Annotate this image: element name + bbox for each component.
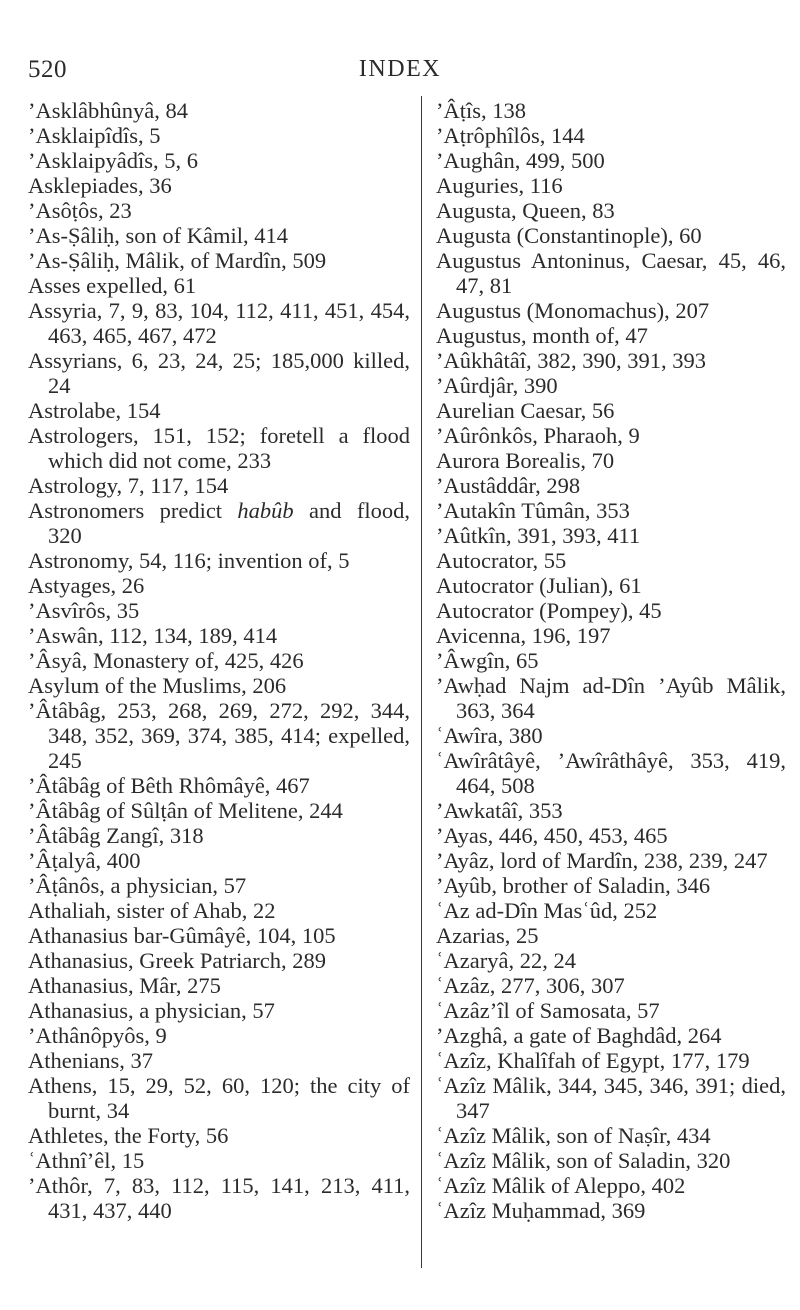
- index-entry: Assyria, 7, 9, 83, 104, 112, 411, 451, 454, 463, 465, 467, 472: [28, 298, 410, 348]
- index-entry: ʿAzâz, 277, 306, 307: [436, 973, 625, 998]
- index-entry: ’Azghâ, a gate of Baghdâd, 264: [436, 1023, 722, 1048]
- index-entry-text: Astronomers predict: [28, 498, 238, 523]
- index-entry: Athletes, the Forty, 56: [28, 1123, 229, 1148]
- index-entry: [28, 498, 410, 548]
- index-entry: ʿAthnî’êl, 15: [28, 1148, 145, 1173]
- index-entry: ’Asklaipîdîs, 5: [28, 123, 161, 148]
- index-entry: ʿAzîz, Khalîfah of Egypt, 177, 179: [436, 1048, 750, 1073]
- index-entry: Assyrians, 6, 23, 24, 25; 185,000 killed, 24: [28, 348, 410, 398]
- index-entry: Asses expelled, 61: [28, 273, 197, 298]
- index-entry: ’Âṭalyâ, 400: [28, 848, 141, 873]
- index-entry: ’Awḥad Najm ad-Dîn ’Ayûb Mâlik, 363, 364: [436, 673, 786, 723]
- index-entry: Astrologers, 151, 152; foretell a flood which did not come, 233: [28, 423, 410, 473]
- index-entry: ʿAzîz Mâlik, son of Saladin, 320: [436, 1148, 731, 1173]
- index-entry: ’Âtâbâg Zangî, 318: [28, 823, 204, 848]
- index-entry: ʿAzaryâ, 22, 24: [436, 948, 576, 973]
- index-entry: Athaliah, sister of Ahab, 22: [28, 898, 276, 923]
- index-entry: ’Âsyâ, Monastery of, 425, 426: [28, 648, 304, 673]
- index-entry: Augusta, Queen, 83: [436, 198, 615, 223]
- page-header: [28, 56, 772, 92]
- index-entry: Athanasius, a physician, 57: [28, 998, 275, 1023]
- index-entry: Aurora Borealis, 70: [436, 448, 615, 473]
- index-entry: ’Âtâbâg of Sûlṭân of Melitene, 244: [28, 798, 343, 823]
- index-entry: Avicenna, 196, 197: [436, 623, 611, 648]
- index-entry: ’Asôṭôs, 23: [28, 198, 132, 223]
- running-head: INDEX: [358, 56, 442, 82]
- index-entry: Aurelian Caesar, 56: [436, 398, 615, 423]
- index-entry: ʿAwîrâtâyê, ’Awîrâthâyê, 353, 419, 464, 508: [436, 748, 786, 798]
- index-entry: ’Athânôpyôs, 9: [28, 1023, 167, 1048]
- index-entry: Augustus (Monomachus), 207: [436, 298, 710, 323]
- index-entry: ’Âṭîs, 138: [436, 98, 526, 123]
- index-column-right: [436, 98, 786, 1223]
- index-entry: Athens, 15, 29, 52, 60, 120; the city of burnt, 34: [28, 1073, 410, 1123]
- index-entry: Autocrator (Pompey), 45: [436, 598, 662, 623]
- index-entry: Augustus, month of, 47: [436, 323, 648, 348]
- index-entry: ’Ayas, 446, 450, 453, 465: [436, 823, 668, 848]
- index-entry: ’Autakîn Tûmân, 353: [436, 498, 630, 523]
- index-entry: ʿAzîz Mâlik, 344, 345, 346, 391; died, 347: [436, 1073, 786, 1123]
- index-entry: ʿAwîra, 380: [436, 723, 543, 748]
- index-entry: ’Âṭânôs, a physician, 57: [28, 873, 247, 898]
- index-entry: ’Asklaipyâdîs, 5, 6: [28, 148, 198, 173]
- index-entry: Asklepiades, 36: [28, 173, 172, 198]
- index-column-left: [28, 98, 410, 1223]
- index-entry: Autocrator, 55: [436, 548, 567, 573]
- index-entry: ʿAzîz Muḥammad, 369: [436, 1198, 646, 1223]
- index-entry: ’Aswân, 112, 134, 189, 414: [28, 623, 278, 648]
- index-entry: Augustus Antoninus, Caesar, 45, 46, 47, 81: [436, 248, 786, 298]
- index-entry: ’Austâddâr, 298: [436, 473, 581, 498]
- index-entry-italic-term: habûb: [237, 498, 294, 523]
- index-entry: ’Awkatâî, 353: [436, 798, 563, 823]
- index-entry-text: and flood, 320: [48, 498, 410, 548]
- index-entry: Astrology, 7, 117, 154: [28, 473, 229, 498]
- index-entry: Asylum of the Muslims, 206: [28, 673, 287, 698]
- index-entry: Athanasius bar-Gûmâyê, 104, 105: [28, 923, 336, 948]
- index-entry: ’As-Ṣâliḥ, Mâlik, of Mardîn, 509: [28, 248, 327, 273]
- index-entry: Auguries, 116: [436, 173, 563, 198]
- index-entry: ’Athôr, 7, 83, 112, 115, 141, 213, 411, 431, 437, 440: [28, 1173, 410, 1223]
- index-entry: Astyages, 26: [28, 573, 145, 598]
- index-entry: ’Ayâz, lord of Mardîn, 238, 239, 247: [436, 848, 768, 873]
- index-entry: ’Aughân, 499, 500: [436, 148, 605, 173]
- index-entry: ’Asklâbhûnyâ, 84: [28, 98, 188, 123]
- index-entry: ʿAzîz Mâlik of Aleppo, 402: [436, 1173, 686, 1198]
- index-entry: ʿAzîz Mâlik, son of Naṣîr, 434: [436, 1123, 711, 1148]
- index-entry: ’Aûrônkôs, Pharaoh, 9: [436, 423, 640, 448]
- index-entry: Astronomy, 54, 116; invention of, 5: [28, 548, 350, 573]
- index-entry: Athanasius, Mâr, 275: [28, 973, 221, 998]
- column-divider: [421, 96, 422, 1268]
- index-entry: ’Âtâbâg, 253, 268, 269, 272, 292, 344, 348, 352, 369, 374, 385, 414; expelled, 245: [28, 698, 410, 773]
- index-entry: Autocrator (Julian), 61: [436, 573, 642, 598]
- index-entry: ’Aûtkîn, 391, 393, 411: [436, 523, 641, 548]
- index-entry: ʿAzâz’îl of Samosata, 57: [436, 998, 660, 1023]
- index-entry: ’Ayûb, brother of Saladin, 346: [436, 873, 711, 898]
- index-entry: ’Asvîrôs, 35: [28, 598, 140, 623]
- page-number: 520: [28, 56, 67, 83]
- index-entry: ’Âtâbâg of Bêth Rhômâyê, 467: [28, 773, 310, 798]
- index-entry: ’Aûkhâtâî, 382, 390, 391, 393: [436, 348, 706, 373]
- index-entry: ʿAz ad-Dîn Masʿûd, 252: [436, 898, 658, 923]
- index-entry: Athanasius, Greek Patriarch, 289: [28, 948, 327, 973]
- index-entry: Azarias, 25: [436, 923, 539, 948]
- index-entry: Augusta (Constantinople), 60: [436, 223, 702, 248]
- index-entry: ’As-Ṣâliḥ, son of Kâmil, 414: [28, 223, 288, 248]
- index-entry: ’Âwgîn, 65: [436, 648, 539, 673]
- index-entry: ’Aṭrôphîlôs, 144: [436, 123, 585, 148]
- index-entry: Astrolabe, 154: [28, 398, 161, 423]
- index-entry: Athenians, 37: [28, 1048, 153, 1073]
- index-entry: ’Aûrdjâr, 390: [436, 373, 558, 398]
